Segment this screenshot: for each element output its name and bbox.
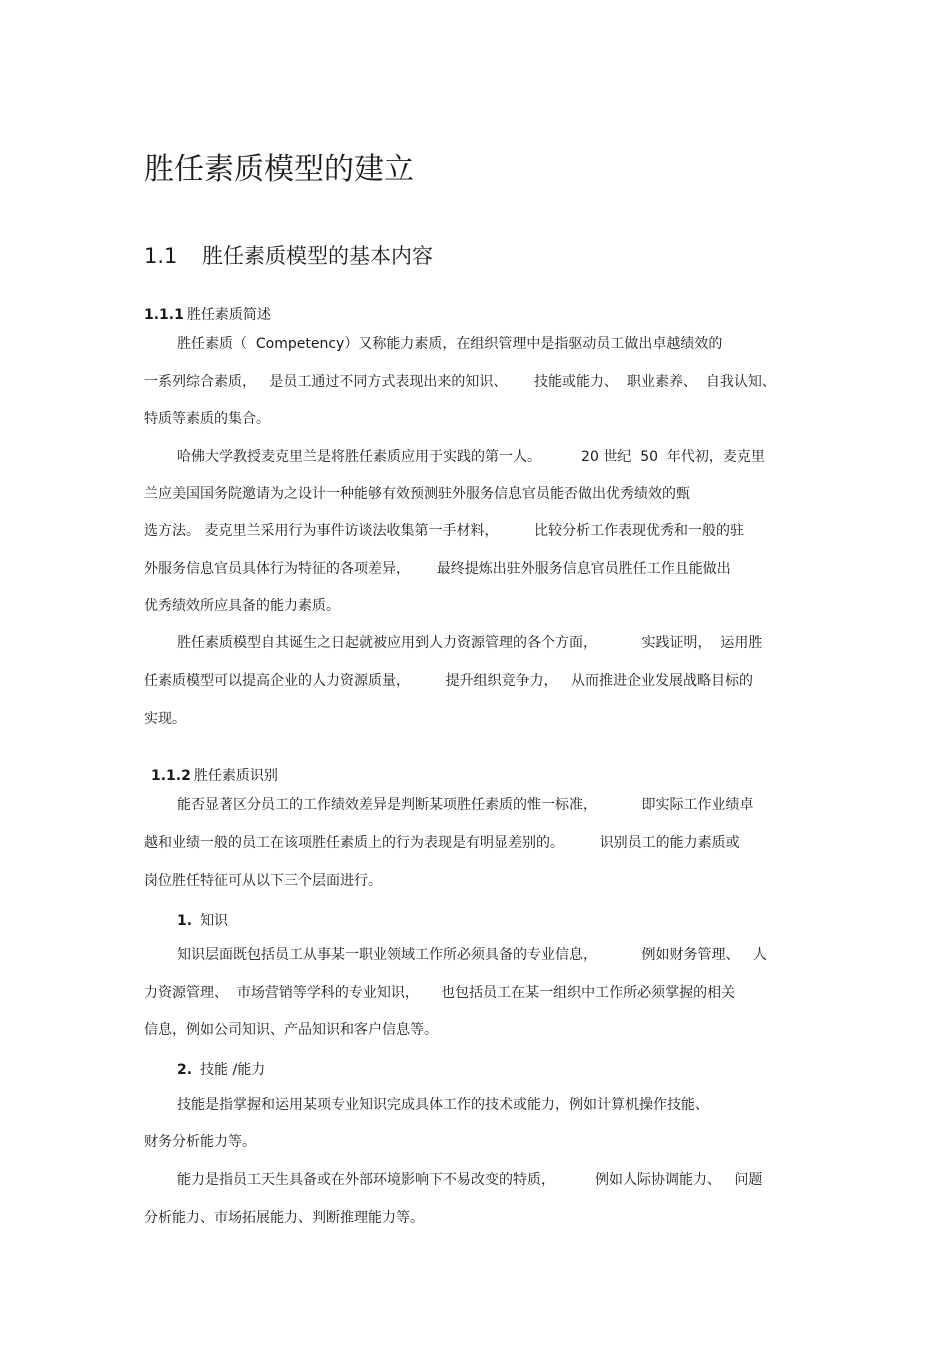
list-item-number: 2. [177,1062,193,1078]
subsection-title: 胜任素质识别 [193,768,278,784]
list-item-heading-2 [177,1061,265,1079]
paragraph-line: 哈佛大学教授麦克里兰是将胜任素质应用于实践的第一人。 20 世纪 50 年代初，麦克里 [177,449,765,465]
list-item-number: 1. [177,913,193,929]
paragraph-line: 技能是指掌握和运用某项专业知识完成具体工作的技术或能力，例如计算机操作技能、 [177,1097,709,1113]
paragraph-line: 力资源管理、 市场营销等学科的专业知识， 也包括员工在某一组织中工作所必须掌握的相关 [144,985,736,1001]
paragraph-line: 外服务信息官员具体行为特征的各项差异， 最终提炼出驻外服务信息官员胜任工作且能做出 [144,561,731,577]
list-item-title: 知识 [200,913,229,929]
subsection-number: 1.1.2 [151,768,191,784]
paragraph-line: 任素质模型可以提高企业的人力资源质量， 提升组织竞争力， 从而推进企业发展战略目标的 [144,673,753,689]
paragraph-line: 实现。 [144,711,186,727]
section-heading [144,241,433,271]
section-number: 1.1 [144,244,178,268]
section-title: 胜任素质模型的基本内容 [202,244,433,268]
paragraph-line: 胜任素质模型自其诞生之日起就被应用到人力资源管理的各个方面， 实践证明， 运用胜 [177,635,763,651]
paragraph-line: 特质等素质的集合。 [144,411,270,427]
subsection-heading-2 [151,767,278,785]
paragraph-line: 越和业绩一般的员工在该项胜任素质上的行为表现是有明显差别的。 识别员工的能力素质或 [144,835,740,851]
subsection-number: 1.1.1 [144,307,184,323]
paragraph-line: 选方法。 麦克里兰采用行为事件访谈法收集第一手材料， 比较分析工作表现优秀和一般的驻 [144,523,745,539]
paragraph-line: 能力是指员工天生具备或在外部环境影响下不易改变的特质， 例如人际协调能力、 问题 [177,1172,763,1188]
paragraph-line: 财务分析能力等。 [144,1134,256,1150]
paragraph-line: 知识层面既包括员工从事某一职业领域工作所必须具备的专业信息， 例如财务管理、 人 [177,947,767,963]
paragraph-line: 胜任素质（ Competency）又称能力素质，在组织管理中是指驱动员工做出卓越绩效的 [177,336,723,352]
paragraph-line: 一系列综合素质， 是员工通过不同方式表现出来的知识、 技能或能力、 职业素养、 自我认知、 [144,374,776,390]
paragraph-line: 优秀绩效所应具备的能力素质。 [144,598,340,614]
document-title: 胜任素质模型的建立 [144,152,414,187]
list-item-title: 技能 /能力 [200,1062,266,1078]
paragraph-line: 分析能力、市场拓展能力、判断推理能力等。 [144,1210,424,1226]
list-item-heading-1 [177,912,228,930]
paragraph-line: 信息，例如公司知识、产品知识和客户信息等。 [144,1022,438,1038]
paragraph-line: 能否显著区分员工的工作绩效差异是判断某项胜任素质的惟一标准， 即实际工作业绩卓 [177,797,754,813]
subsection-heading-1 [144,306,271,324]
paragraph-line: 兰应美国国务院邀请为之设计一种能够有效预测驻外服务信息官员能否做出优秀绩效的甄 [144,486,690,502]
subsection-title: 胜任素质简述 [186,307,271,323]
paragraph-line: 岗位胜任特征可从以下三个层面进行。 [144,873,382,889]
